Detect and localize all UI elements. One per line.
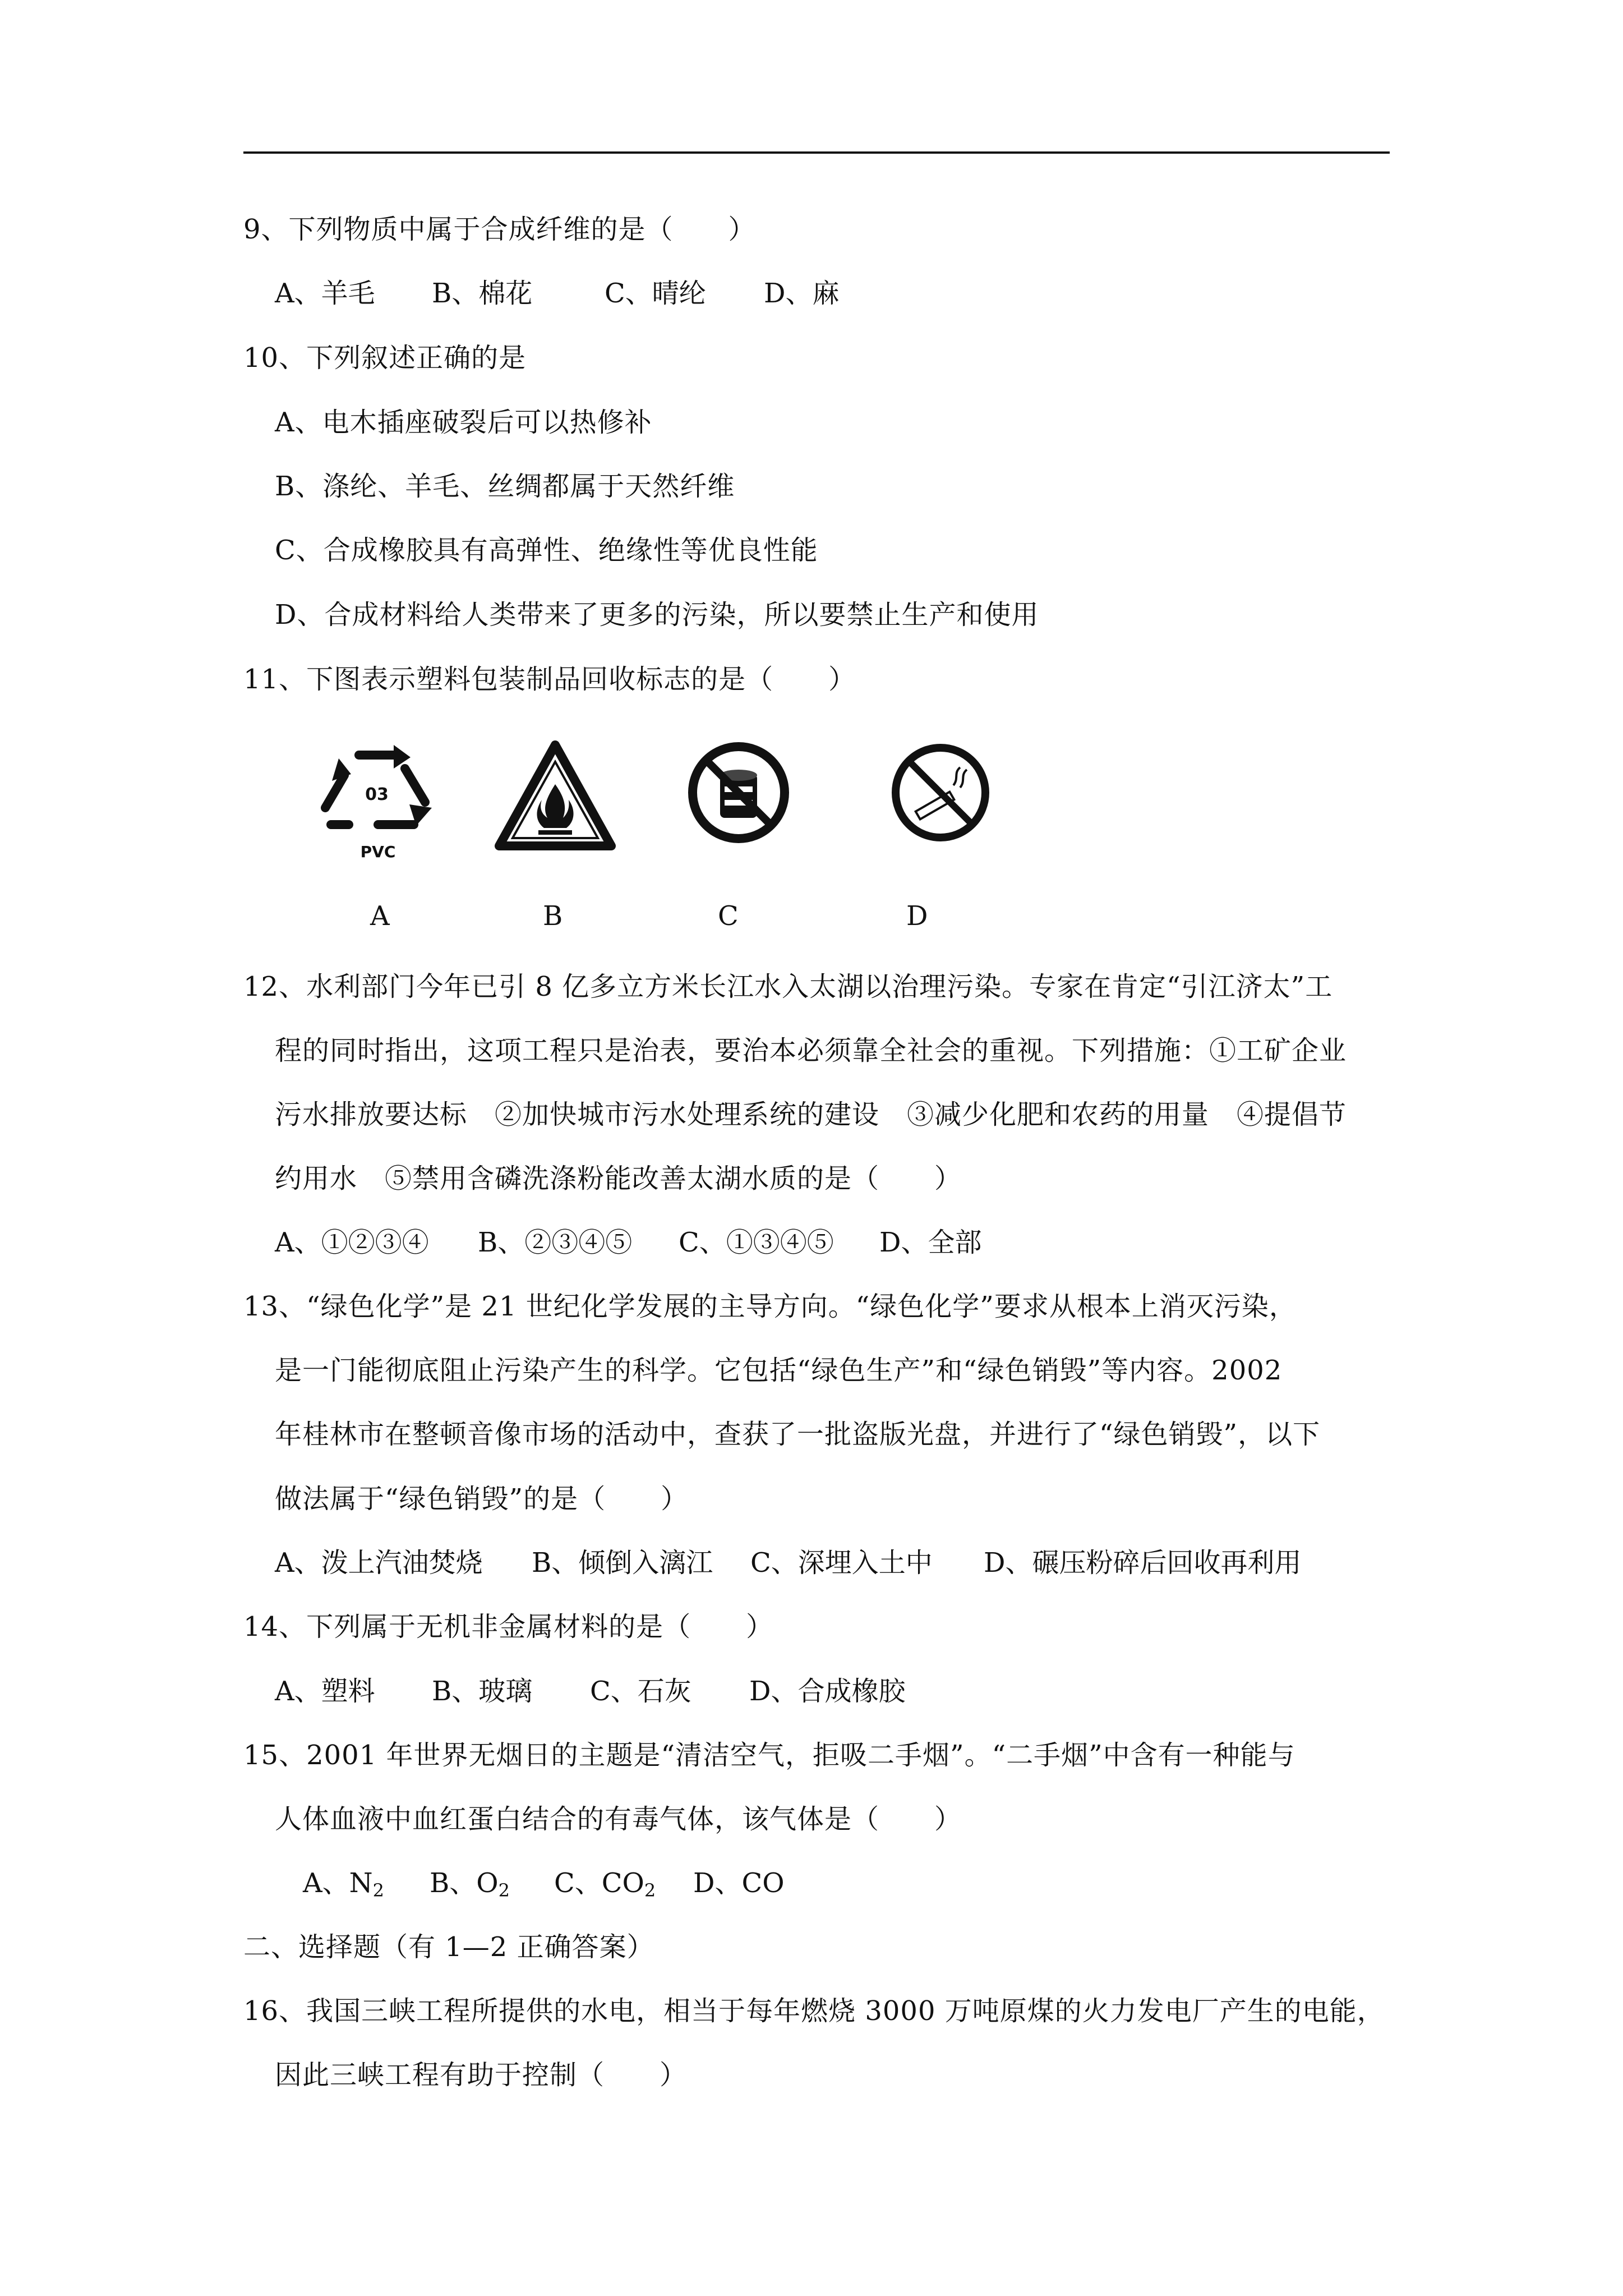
section-2-heading: 二、选择题（有 1—2 正确答案） <box>243 1931 654 1963</box>
q15-line-2: 人体血液中血红蛋白结合的有毒气体，该气体是（ ） <box>275 1803 962 1835</box>
q14-option-d: D、合成橡胶 <box>749 1676 906 1707</box>
q14-option-c: C、石灰 <box>590 1676 691 1707</box>
figure-label-d: D <box>906 900 928 932</box>
q9-stem: 9、下列物质中属于合成纤维的是（ ） <box>243 214 756 245</box>
q12-option-a: A、①②③④ <box>275 1227 429 1258</box>
q15-line-1: 15、2001 年世界无烟日的主题是“清洁空气，拒吸二手烟”。“二手烟”中含有一种能与 <box>243 1740 1295 1771</box>
q13-option-a: A、泼上汽油焚烧 <box>275 1547 483 1579</box>
q9-option-b: B、棉花 <box>432 278 533 309</box>
figure-label-a: A <box>370 900 390 932</box>
q12-line-3: 污水排放要达标 ②加快城市污水处理系统的建设 ③减少化肥和农药的用量 ④提倡节 <box>275 1099 1347 1130</box>
q9-option-a: A、羊毛 <box>275 278 375 309</box>
q9-option-d: D、麻 <box>764 278 840 309</box>
q13-line-2: 是一门能彻底阻止污染产生的科学。它包括“绿色生产”和“绿色销毁”等内容。2002 <box>275 1355 1283 1386</box>
recycling-symbol-icon <box>315 742 439 871</box>
q15-option-a: A、$N_2$ <box>303 1867 385 1901</box>
q10-option-a: A、电木插座破裂后可以热修补 <box>275 407 652 438</box>
q14-stem: 14、下列属于无机非金属材料的是（ ） <box>243 1611 774 1642</box>
no-dumping-icon <box>685 739 792 846</box>
q14-option-a: A、塑料 <box>275 1676 375 1707</box>
figure-label-c: C <box>718 900 739 932</box>
no-smoking-icon <box>887 739 994 846</box>
q12-line-4: 约用水 ⑤禁用含磷洗涤粉能改善太湖水质的是（ ） <box>275 1163 962 1194</box>
q10-option-b: B、涤纶、羊毛、丝绸都属于天然纤维 <box>275 471 735 502</box>
q13-line-1: 13、“绿色化学”是 21 世纪化学发展的主导方向。“绿色化学”要求从根本上消灭污染， <box>243 1291 1297 1322</box>
figure-label-b: B <box>543 900 563 932</box>
q15-option-b: B、$O_2$ <box>430 1867 510 1901</box>
q10-option-d: D、合成材料给人类带来了更多的污染，所以要禁止生产和使用 <box>275 599 1039 631</box>
recycle-code: 03 <box>365 785 389 804</box>
q10-stem: 10、下列叙述正确的是 <box>243 342 527 374</box>
q16-line-2: 因此三峡工程有助于控制（ ） <box>275 2059 688 2091</box>
header-rule <box>243 151 1390 154</box>
q12-option-d: D、全部 <box>879 1227 982 1258</box>
q13-option-b: B、倾倒入漓江 <box>532 1547 713 1579</box>
flammable-warning-icon <box>494 739 617 852</box>
q10-option-c: C、合成橡胶具有高弹性、绝缘性等优良性能 <box>275 535 818 566</box>
q15-option-c: C、$CO_2$ <box>554 1867 656 1901</box>
q13-option-d: D、碾压粉碎后回收再利用 <box>984 1547 1302 1579</box>
q16-line-1: 16、我国三峡工程所提供的水电，相当于每年燃烧 3000 万吨原煤的火力发电厂产生的电能， <box>243 1995 1385 2027</box>
q13-line-3: 年桂林市在整顿音像市场的活动中，查获了一批盗版光盘，并进行了“绿色销毁”，以下 <box>275 1419 1321 1450</box>
q12-line-2: 程的同时指出，这项工程只是治表，要治本必须靠全社会的重视。下列措施：①工矿企业 <box>275 1035 1347 1066</box>
q11-stem: 11、下图表示塑料包装制品回收标志的是（ ） <box>243 664 856 695</box>
q15-option-d: D、CO <box>693 1867 785 1899</box>
q12-option-c: C、①③④⑤ <box>679 1227 834 1258</box>
q9-option-c: C、晴纶 <box>605 278 706 309</box>
q13-line-4: 做法属于“绿色销毁”的是（ ） <box>275 1483 689 1515</box>
q14-option-b: B、玻璃 <box>432 1676 533 1707</box>
q12-option-b: B、②③④⑤ <box>478 1227 633 1258</box>
q12-line-1: 12、水利部门今年已引 8 亿多立方米长江水入太湖以治理污染。专家在肯定“引江济太”工 <box>243 971 1333 1002</box>
recycle-material: PVC <box>360 843 396 861</box>
q13-option-c: C、深埋入土中 <box>750 1547 933 1579</box>
